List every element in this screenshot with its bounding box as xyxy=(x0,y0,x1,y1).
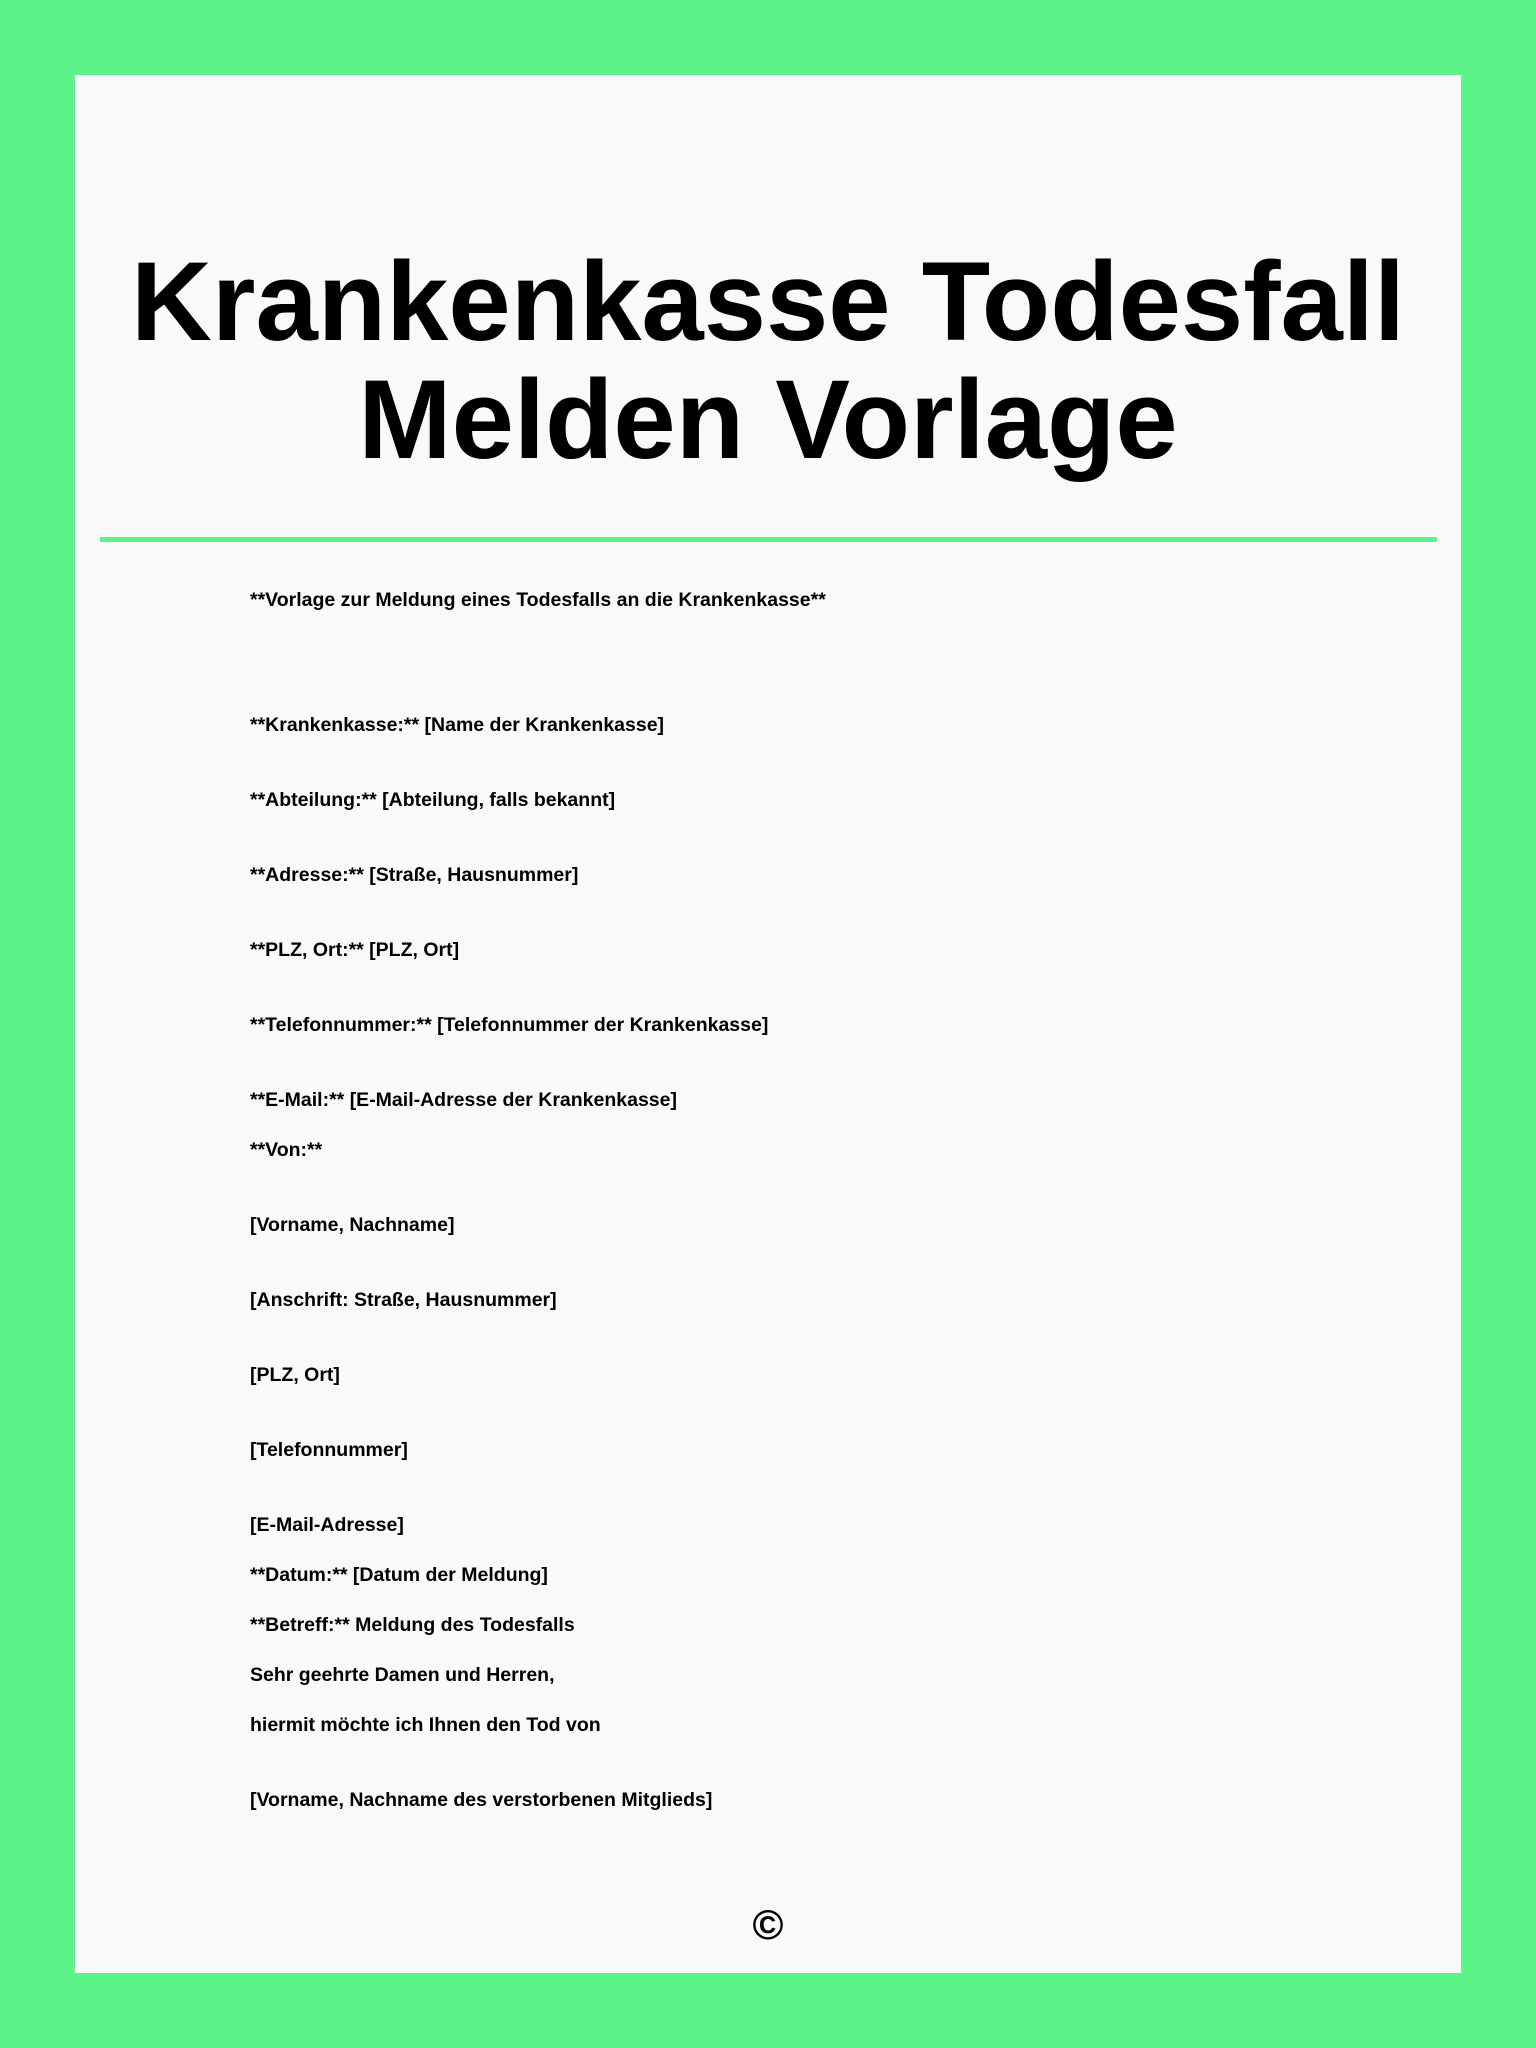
sender-email: [E-Mail-Adresse] xyxy=(250,1514,404,1536)
deceased-name: [Vorname, Nachname des verstorbenen Mitglieds] xyxy=(250,1789,713,1811)
field-adresse: **Adresse:** [Straße, Hausnummer] xyxy=(250,864,579,886)
sender-phone: [Telefonnummer] xyxy=(250,1439,408,1461)
sender-name: [Vorname, Nachname] xyxy=(250,1214,455,1236)
document-page xyxy=(75,75,1461,1973)
document-title xyxy=(75,239,1461,482)
field-email: **E-Mail:** [E-Mail-Adresse der Krankenkasse] xyxy=(250,1089,677,1111)
template-heading: **Vorlage zur Meldung eines Todesfalls an die Krankenkasse** xyxy=(250,589,826,611)
title-line-2: Melden Vorlage xyxy=(358,357,1178,482)
title-line-1: Krankenkasse Todesfall xyxy=(130,239,1406,364)
field-betreff: **Betreff:** Meldung des Todesfalls xyxy=(250,1614,575,1636)
field-krankenkasse: **Krankenkasse:** [Name der Krankenkasse] xyxy=(250,714,665,736)
field-plz-ort: **PLZ, Ort:** [PLZ, Ort] xyxy=(250,939,460,961)
sender-address: [Anschrift: Straße, Hausnummer] xyxy=(250,1289,557,1311)
field-abteilung: **Abteilung:** [Abteilung, falls bekannt] xyxy=(250,789,616,811)
sender-plz-ort: [PLZ, Ort] xyxy=(250,1364,340,1386)
field-datum: **Datum:** [Datum der Meldung] xyxy=(250,1564,548,1586)
body-text: hiermit möchte ich Ihnen den Tod von xyxy=(250,1714,601,1736)
field-telefonnummer: **Telefonnummer:** [Telefonnummer der Krankenkasse] xyxy=(250,1014,769,1036)
salutation: Sehr geehrte Damen und Herren, xyxy=(250,1664,555,1686)
sender-label: **Von:** xyxy=(250,1139,323,1161)
copyright-icon: © xyxy=(752,1901,784,1948)
title-divider xyxy=(100,537,1437,542)
